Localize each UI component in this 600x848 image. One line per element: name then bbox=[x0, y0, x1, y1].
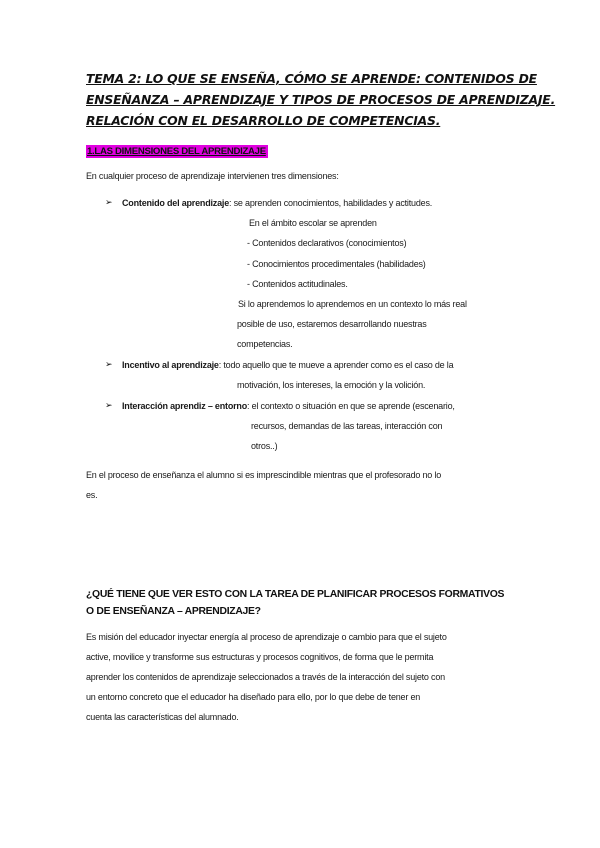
title-line: TEMA 2: LO QUE SE ENSEÑA, CÓMO SE APRENDE: CONTENIDOS DE bbox=[86, 71, 537, 86]
bullet-term: Interacción aprendiz – entorno bbox=[122, 401, 248, 411]
closing-paragraph-line: es. bbox=[86, 490, 98, 500]
extra-line: competencias. bbox=[237, 339, 293, 349]
body-line: Es misión del educador inyectar energía al proceso de aprendizaje o cambio para que el sujeto bbox=[86, 632, 447, 642]
arrow-bullet-icon: ➢ bbox=[105, 197, 113, 207]
bullet-continuation: recursos, demandas de las tareas, interacción con bbox=[251, 421, 443, 431]
bullet-incentivo bbox=[122, 360, 453, 370]
intro-paragraph: En cualquier proceso de aprendizaje intervienen tres dimensiones: bbox=[86, 171, 339, 181]
section-heading-planificar: ¿QUÉ TIENE QUE VER ESTO CON LA TAREA DE PLANIFICAR PROCESOS FORMATIVOS bbox=[86, 589, 505, 600]
extra-line: Si lo aprendemos lo aprendemos en un contexto lo más real bbox=[238, 299, 467, 309]
title-line: RELACIÓN CON EL DESARROLLO DE COMPETENCIAS. bbox=[86, 113, 441, 128]
body-line: active, movilice y transforme sus estructuras y procesos cognitivos, de forma que le permita bbox=[86, 652, 434, 662]
bullet-interaccion bbox=[122, 401, 455, 411]
body-line: cuenta las características del alumnado. bbox=[86, 712, 239, 722]
bullet-text: : el contexto o situación en que se aprende (escenario, bbox=[247, 401, 455, 411]
page-title bbox=[86, 68, 556, 131]
bullet-text: : se aprenden conocimientos, habilidades y actitudes. bbox=[229, 198, 433, 208]
body-line: un entorno concreto que el educador ha diseñado para ello, por lo que debe de tener en bbox=[86, 692, 421, 702]
bullet-text: : todo aquello que te mueve a aprender como es el caso de la bbox=[218, 360, 454, 370]
section-heading-planificar: O DE ENSEÑANZA – APRENDIZAJE? bbox=[86, 606, 261, 617]
sub-item: - Contenidos declarativos (conocimientos) bbox=[247, 238, 407, 248]
extra-line: posible de uso, estaremos desarrollando nuestras bbox=[237, 319, 427, 329]
section-heading-dimensiones: 1.LAS DIMENSIONES DEL APRENDIZAJE bbox=[87, 146, 266, 157]
bullet-continuation: otros..) bbox=[251, 441, 278, 451]
bullet-continuation: motivación, los intereses, la emoción y la volición. bbox=[237, 380, 426, 390]
bullet-term: Contenido del aprendizaje bbox=[122, 198, 230, 208]
arrow-bullet-icon: ➢ bbox=[105, 400, 113, 410]
sub-item: - Contenidos actitudinales. bbox=[247, 279, 348, 289]
body-line: aprender los contenidos de aprendizaje seleccionados a través de la interacción del sujeto con bbox=[86, 672, 445, 682]
bullet-term: Incentivo al aprendizaje bbox=[122, 360, 219, 370]
arrow-bullet-icon: ➢ bbox=[105, 359, 113, 369]
bullet-contenido bbox=[122, 198, 432, 208]
sub-item: - Conocimientos procedimentales (habilidades) bbox=[247, 259, 426, 269]
title-line: ENSEÑANZA – APRENDIZAJE Y TIPOS DE PROCESOS DE APRENDIZAJE. bbox=[86, 92, 556, 107]
sub-line: En el ámbito escolar se aprenden bbox=[249, 218, 377, 228]
closing-paragraph-line: En el proceso de enseñanza el alumno si es imprescindible mientras que el profesorado no lo bbox=[86, 470, 442, 480]
